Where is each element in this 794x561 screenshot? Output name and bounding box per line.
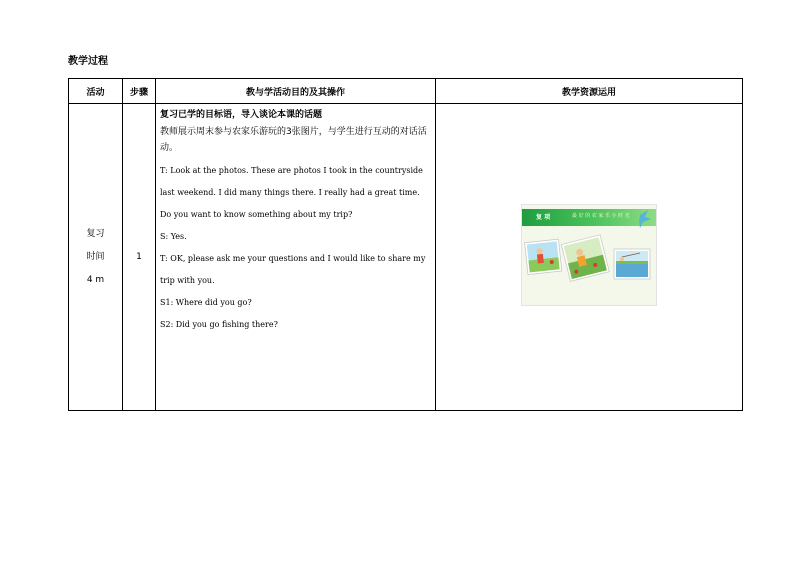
lesson-plan-table [68, 78, 743, 411]
activity-label: 复习 [86, 228, 105, 239]
dialogue [160, 160, 431, 336]
dialogue-line: S2: Did you go fishing there? [160, 320, 278, 329]
dialogue-line: T: OK, please ask me your questions and I would like to share my [160, 254, 426, 263]
dialogue-line: last weekend. I did many things there. I really had a great time. [160, 188, 420, 197]
table-row [69, 104, 743, 411]
slide-thumbnail [521, 204, 657, 306]
dialogue-line: T: Look at the photos. These are photos I took in the countryside [160, 166, 423, 175]
header-step: 步骤 [123, 79, 156, 104]
activity-intro: 教师展示周末参与农家乐游玩的3张图片，与学生进行互动的对话活动。 [160, 127, 427, 153]
header-activity: 活动 [69, 79, 123, 104]
slide-banner-subtitle: 最 好 的 农 家 乐 小 时 光 [572, 213, 630, 219]
activity-goal: 复习已学的目标语，导入谈论本课的话题 [160, 110, 323, 120]
content-cell [156, 104, 436, 411]
dialogue-line: S: Yes. [160, 232, 187, 241]
header-resource: 教学资源运用 [436, 79, 743, 104]
photo-farm-harvest [561, 235, 609, 282]
dialogue-line: S1: Where did you go? [160, 298, 252, 307]
table-header-row [69, 79, 743, 104]
activity-duration: 4 m [86, 274, 105, 285]
dialogue-line: Do you want to know something about my trip? [160, 210, 353, 219]
photo-farm-picking [525, 239, 562, 274]
resource-cell [436, 104, 743, 411]
section-title: 教学过程 [68, 56, 108, 67]
photo-fishing [614, 249, 650, 279]
activity-time-label: 时间 [86, 251, 105, 262]
header-content: 教与学活动目的及其操作 [156, 79, 436, 104]
slide-artwork [522, 205, 656, 305]
step-cell: 1 [123, 104, 156, 411]
bird-icon [639, 210, 651, 228]
slide-banner-title: 复 项 [536, 214, 551, 221]
activity-cell [69, 104, 123, 411]
dialogue-line: trip with you. [160, 276, 215, 285]
